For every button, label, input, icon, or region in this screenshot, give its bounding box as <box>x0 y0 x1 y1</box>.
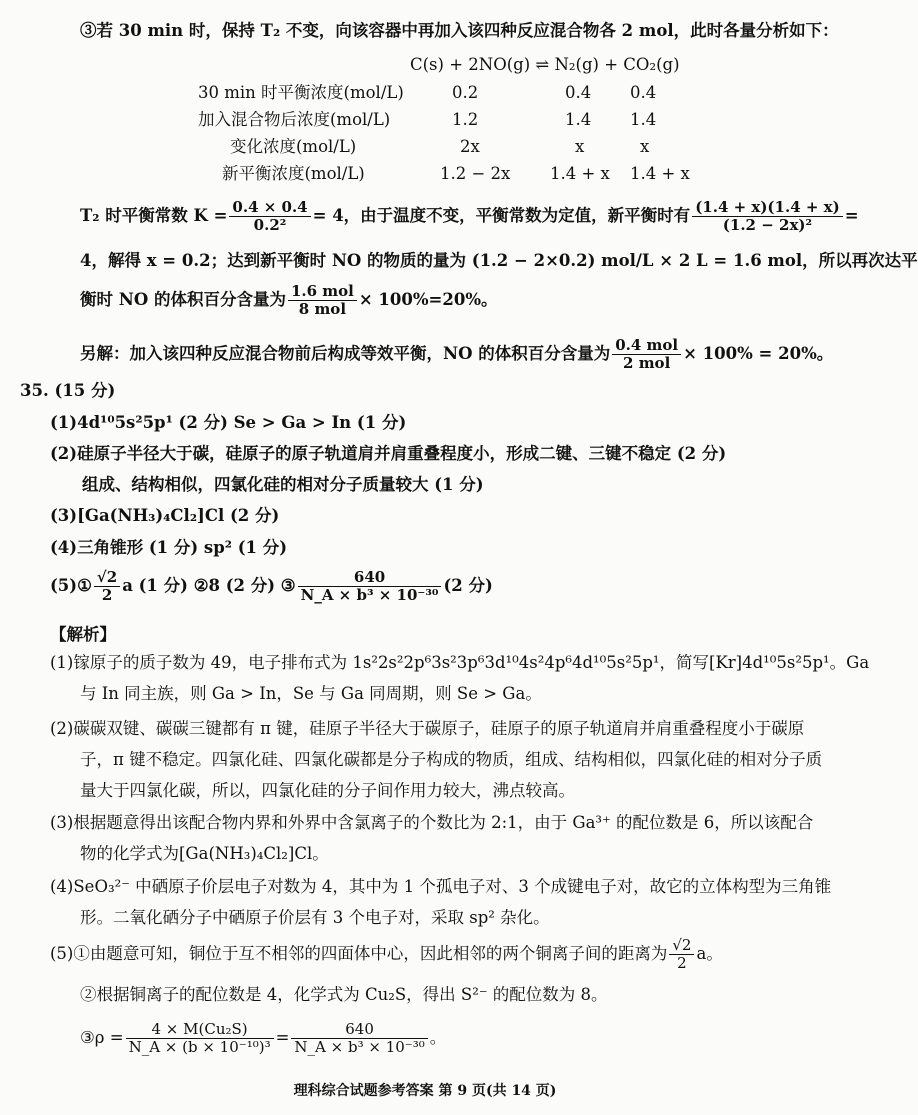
answer-5: (5)① $\frac{√2}{2}$ a (1 分) ②8 (2 分) ③ $\frac{640}{\text{N\_A × b³ × 10⁻³⁰}}$ (2 分) <box>50 568 493 604</box>
fraction: $\frac{\text{4 × M(Cu₂S)}}{\text{N\_A × (b × 10⁻¹⁰)³}}$ <box>126 1021 274 1056</box>
analysis-2c: 量大于四氯化碳，所以，四氯化硅的分子间作用力较大，沸点较高。 <box>80 781 575 800</box>
analysis-2a: (2)碳碳双键、碳碳三键都有 π 键，硅原子半径大于碳原子，硅原子的原子轨道肩并肩重叠程度小于碳原 <box>50 719 805 738</box>
answer-2b: 组成、结构相似，四氯化硅的相对分子质量较大 (1 分) <box>82 475 484 494</box>
text-line: 衡时 NO 的体积百分含量为 $\frac{\text{1.6 mol}}{\text{8 mol}}$ × 100%=20%。 <box>80 282 498 318</box>
fraction: $\frac{√2}{2}$ <box>669 937 694 972</box>
analysis-heading: 【解析】 <box>50 625 116 644</box>
k-line: T₂ 时平衡常数 K = $\frac{0.4 \times 0.4}{\text{0.2²}}$ = 4，由于温度不变，平衡常数为定值，新平衡时有 $\frac{(1.4 + x)(1.4 + x)}{\text{(1.2 − 2x)²}}$ = <box>80 198 859 234</box>
table-row: 新平衡浓度(mol/L) 1.2 − 2x 1.4 + x 1.4 + x <box>222 164 690 183</box>
analysis-1b: 与 In 同主族，则 Ga > In，Se 与 Ga 同周期，则 Se > Ga。 <box>80 684 542 703</box>
answer-1: (1)4d¹⁰5s²5p¹ (2 分) Se > Ga > In (1 分) <box>50 413 407 432</box>
table-row: 变化浓度(mol/L) 2x x x <box>230 137 650 156</box>
equilibrium-table <box>190 80 710 188</box>
paragraph-intro: ③若 30 min 时，保持 T₂ 不变，向该容器中再加入该四种反应混合物各 2 mol，此时各量分析如下： <box>80 21 839 40</box>
analysis-4a: (4)SeO₃²⁻ 中硒原子价层电子对数为 4，其中为 1 个孤电子对、3 个成键电子对，故它的立体构型为三角锥 <box>50 877 832 896</box>
page-footer: 理科综合试题参考答案 第 9 页(共 14 页) <box>293 1083 557 1099</box>
analysis-5a: (5)①由题意可知，铜位于互不相邻的四面体中心，因此相邻的两个铜离子间的距离为 $\frac{√2}{2}$ a。 <box>50 936 723 972</box>
analysis-3a: (3)根据题意得出该配合物内界和外界中含氯离子的个数比为 2:1，由于 Ga³⁺ 的配位数是 6，所以该配合 <box>50 813 814 832</box>
table-row: 加入混合物后浓度(mol/L) 1.2 1.4 1.4 <box>198 110 657 129</box>
analysis-5c: ③ρ = $\frac{\text{4 × M(Cu₂S)}}{\text{N\_A × (b × 10⁻¹⁰)³}}$ = $\frac{640}{\text{N\_A × b³ × 10⁻³⁰}}$ 。 <box>80 1020 447 1056</box>
fraction: $\frac{√2}{2}$ <box>94 569 120 604</box>
answer-2a: (2)硅原子半径大于碳，硅原子的原子轨道肩并肩重叠程度小，形成二键、三键不稳定 (2 分) <box>50 444 727 463</box>
answer-3: (3)[Ga(NH₃)₄Cl₂]Cl (2 分) <box>50 506 280 525</box>
analysis-3b: 物的化学式为[Ga(NH₃)₄Cl₂]Cl。 <box>80 844 329 863</box>
answer-4: (4)三角锥形 (1 分) sp² (1 分) <box>50 538 288 557</box>
fraction: $\frac{(1.4 + x)(1.4 + x)}{\text{(1.2 − 2x)²}}$ <box>692 199 843 234</box>
table-row: 30 min 时平衡浓度(mol/L) 0.2 0.4 0.4 <box>198 83 657 102</box>
fraction: $\frac{\text{1.6 mol}}{\text{8 mol}}$ <box>288 283 357 318</box>
alt-solution: 另解：加入该四种反应混合物前后构成等效平衡，NO 的体积百分含量为 $\frac{\text{0.4 mol}}{\text{2 mol}}$ × 100% = 20%。 <box>80 336 834 372</box>
analysis-1a: (1)镓原子的质子数为 49，电子排布式为 1s²2s²2p⁶3s²3p⁶3d¹⁰4s²4p⁶4d¹⁰5s²5p¹，简写[Kr]4d¹⁰5s²5p¹。Ga <box>50 653 870 672</box>
question-number: 35. (15 分) <box>20 381 116 400</box>
analysis-5b: ②根据铜离子的配位数是 4，化学式为 Cu₂S，得出 S²⁻ 的配位数为 8。 <box>80 985 608 1004</box>
fraction: $\frac{640}{\text{N\_A × b³ × 10⁻³⁰}}$ <box>291 1021 427 1056</box>
fraction: $\frac{\text{0.4 mol}}{\text{2 mol}}$ <box>612 337 681 372</box>
text-line: 4，解得 x = 0.2；达到新平衡时 NO 的物质的量为 (1.2 − 2×0.2) mol/L × 2 L = 1.6 mol，所以再次达平 <box>80 251 918 270</box>
analysis-4b: 形。二氧化硒分子中硒原子价层有 3 个电子对，采取 sp² 杂化。 <box>80 908 550 927</box>
reaction-equation: C(s) + 2NO(g) ⇌ N₂(g) + CO₂(g) <box>410 55 680 74</box>
fraction: $\frac{0.4 \times 0.4}{\text{0.2²}}$ <box>229 199 310 234</box>
analysis-2b: 子，π 键不稳定。四氯化硅、四氯化碳都是分子构成的物质，组成、结构相似，四氯化硅的相对分子质 <box>80 750 823 769</box>
fraction: $\frac{640}{\text{N\_A × b³ × 10⁻³⁰}}$ <box>298 569 442 604</box>
